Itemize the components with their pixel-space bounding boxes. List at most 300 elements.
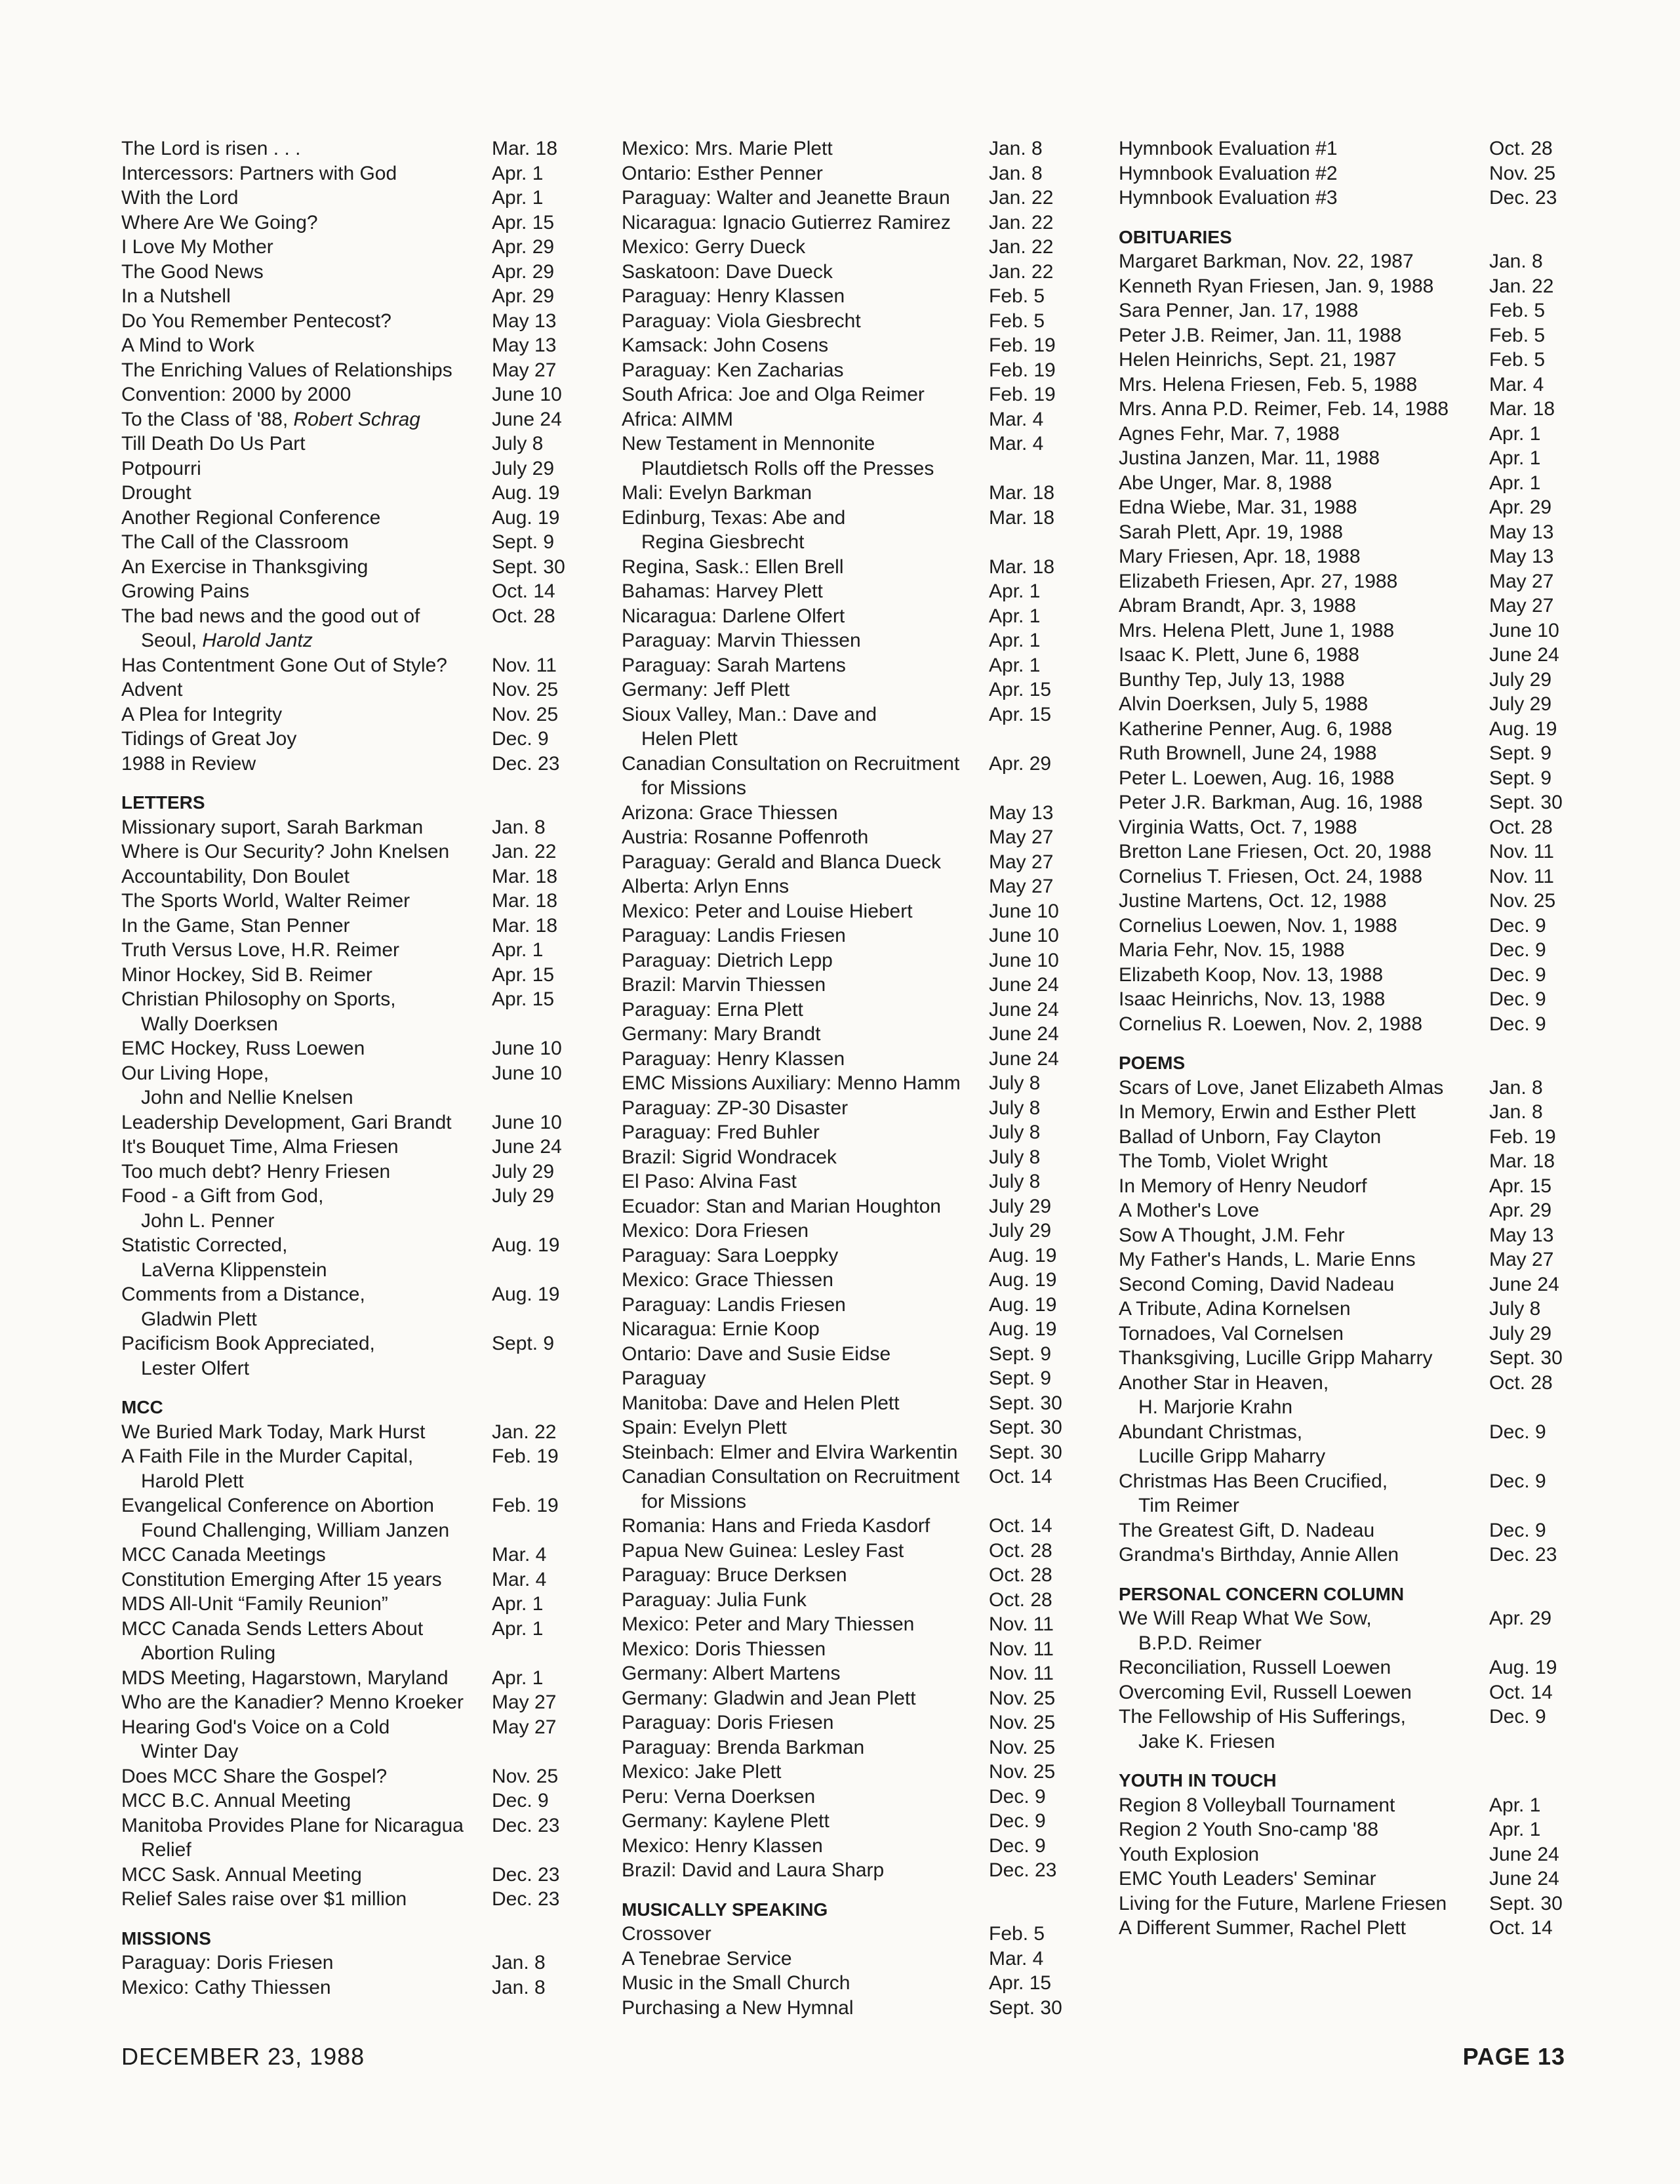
index-entry bbox=[622, 1735, 1074, 1760]
index-entry bbox=[121, 309, 574, 334]
index-column-3 bbox=[1119, 136, 1571, 1941]
entry-author: Robert Schrag bbox=[288, 408, 420, 430]
entry-title-text: MDS All-Unit “Family Reunion” bbox=[121, 1593, 388, 1615]
entry-issue-date: Apr. 15 bbox=[1489, 1175, 1552, 1197]
entry-title-text: Papua New Guinea: Lesley Fast bbox=[622, 1539, 904, 1562]
entry-issue-date: Jan. 8 bbox=[1489, 251, 1543, 272]
entry-title bbox=[1119, 1174, 1496, 1199]
entry-title-text: Advent bbox=[121, 679, 183, 700]
entry-issue-date: Feb. 5 bbox=[989, 310, 1045, 332]
index-entry bbox=[1119, 1223, 1571, 1248]
index-entry bbox=[1119, 1793, 1571, 1818]
entry-title-text: In Memory, Erwin and Esther Plett bbox=[1119, 1101, 1416, 1123]
entry-title bbox=[121, 579, 495, 604]
entry-issue-date: Feb. 19 bbox=[1489, 1125, 1556, 1148]
index-entry bbox=[622, 1686, 1074, 1711]
entry-issue-date: Oct. 28 bbox=[1489, 1371, 1553, 1394]
entry-issue-date: Nov. 25 bbox=[989, 1761, 1056, 1783]
entry-title-text: Paraguay: Sarah Martens bbox=[622, 654, 846, 676]
entry-issue-date: Oct. 28 bbox=[989, 1539, 1052, 1562]
index-entry bbox=[1119, 569, 1571, 594]
index-entry bbox=[121, 579, 574, 604]
entry-issue-date: Dec. 9 bbox=[1489, 1421, 1546, 1443]
entry-issue-date: Mar. 18 bbox=[492, 890, 558, 912]
index-entry bbox=[121, 407, 574, 432]
entry-issue-date: Dec. 9 bbox=[989, 1834, 1046, 1857]
entry-title bbox=[1119, 1371, 1496, 1420]
entry-title bbox=[121, 702, 495, 727]
entry-title bbox=[1119, 1247, 1496, 1272]
entry-title bbox=[121, 456, 495, 481]
entry-title-text: New Testament in Mennonite bbox=[622, 433, 875, 455]
entry-title bbox=[1119, 618, 1496, 643]
entry-title-text: EMC Youth Leaders' Seminar bbox=[1119, 1868, 1376, 1890]
entry-title-text: Manitoba Provides Plane for Nicaragua bbox=[121, 1814, 464, 1836]
index-entry bbox=[121, 677, 574, 702]
entry-issue-date: Apr. 15 bbox=[492, 211, 555, 233]
entry-issue-date: Feb. 5 bbox=[1489, 300, 1546, 321]
entry-title-text: Mexico: Henry Klassen bbox=[622, 1834, 823, 1857]
index-entry bbox=[622, 432, 1074, 481]
entry-title-text: Elizabeth Friesen, Apr. 27, 1988 bbox=[1119, 570, 1398, 592]
entry-title bbox=[121, 1567, 495, 1592]
entry-title-text: Germany: Mary Brandt bbox=[622, 1023, 821, 1045]
entry-issue-date: May 13 bbox=[989, 801, 1054, 824]
entry-title bbox=[622, 1947, 995, 1972]
index-entry bbox=[121, 727, 574, 752]
entry-issue-date: Mar. 18 bbox=[989, 482, 1055, 504]
entry-title-text: Saskatoon: Dave Dueck bbox=[622, 260, 833, 283]
index-entry bbox=[121, 914, 574, 939]
index-entry bbox=[121, 432, 574, 456]
entry-title bbox=[622, 1971, 995, 1996]
index-entry bbox=[121, 506, 574, 531]
entry-title-text: Mexico: Jake Plett bbox=[622, 1761, 782, 1783]
index-entry bbox=[622, 1465, 1074, 1514]
entry-title-text: Tidings of Great Joy bbox=[121, 728, 297, 750]
index-entry bbox=[1119, 1420, 1571, 1469]
index-entry bbox=[622, 1760, 1074, 1785]
index-entry bbox=[121, 1789, 574, 1813]
entry-issue-date: June 24 bbox=[492, 408, 562, 430]
index-entry bbox=[121, 1617, 574, 1666]
entry-title-text: Mexico: Dora Friesen bbox=[622, 1220, 809, 1242]
entry-title bbox=[121, 1061, 495, 1110]
entry-title-text: Sarah Plett, Apr. 19, 1988 bbox=[1119, 521, 1343, 543]
index-entry bbox=[1119, 1076, 1571, 1101]
entry-title-text: The Call of the Classroom bbox=[121, 531, 349, 553]
entry-title-text: Cornelius Loewen, Nov. 1, 1988 bbox=[1119, 914, 1397, 937]
entry-title bbox=[1119, 692, 1496, 717]
entry-issue-date: May 27 bbox=[492, 1716, 557, 1738]
entry-title-text: Abram Brandt, Apr. 3, 1988 bbox=[1119, 595, 1356, 617]
entry-issue-date: Feb. 5 bbox=[1489, 349, 1546, 371]
index-entry bbox=[121, 1887, 574, 1912]
entry-title-text: Overcoming Evil, Russell Loewen bbox=[1119, 1681, 1412, 1703]
entry-title bbox=[622, 1071, 995, 1096]
entry-title bbox=[622, 1317, 995, 1342]
entry-title bbox=[622, 1342, 995, 1367]
entry-title-continuation: Lucille Gripp Maharry bbox=[1138, 1446, 1326, 1467]
index-entry bbox=[121, 1493, 574, 1543]
entry-issue-date: July 8 bbox=[989, 1122, 1041, 1143]
entry-title-continuation: Jake K. Friesen bbox=[1138, 1730, 1275, 1752]
entry-issue-date: Sept. 30 bbox=[1489, 1892, 1563, 1914]
entry-title-text: Peter J.B. Reimer, Jan. 11, 1988 bbox=[1119, 324, 1402, 346]
entry-issue-date: Nov. 11 bbox=[492, 654, 557, 676]
entry-issue-date: Nov. 25 bbox=[492, 679, 559, 700]
entry-title bbox=[622, 506, 995, 555]
entry-title-text: Sioux Valley, Man.: Dave and bbox=[622, 703, 877, 725]
entry-issue-date: Sept. 30 bbox=[492, 556, 565, 578]
entry-title-text: Reconciliation, Russell Loewen bbox=[1119, 1657, 1391, 1678]
index-entry bbox=[121, 1444, 574, 1493]
index-column-1 bbox=[121, 136, 574, 2000]
entry-title bbox=[622, 1120, 995, 1145]
entry-title-text: Youth Explosion bbox=[1119, 1843, 1260, 1865]
entry-title bbox=[1119, 914, 1496, 939]
entry-title bbox=[121, 136, 495, 161]
entry-title bbox=[1119, 987, 1496, 1012]
entry-title bbox=[1119, 471, 1496, 496]
entry-title-text: Does MCC Share the Gospel? bbox=[121, 1765, 388, 1787]
entry-title-text: Hymnbook Evaluation #2 bbox=[1119, 162, 1338, 184]
entry-issue-date: Jan. 22 bbox=[989, 260, 1054, 283]
entry-title bbox=[1119, 1817, 1496, 1842]
entry-title-continuation: Seoul, Harold Jantz bbox=[141, 630, 313, 651]
index-entry bbox=[622, 1922, 1074, 1947]
entry-title-text: The Lord is risen . . . bbox=[121, 138, 301, 159]
index-entry bbox=[121, 702, 574, 727]
index-entry bbox=[1119, 373, 1571, 397]
entry-title bbox=[121, 914, 495, 939]
entry-title bbox=[622, 1834, 995, 1859]
index-entry bbox=[622, 1342, 1074, 1367]
index-entry bbox=[622, 874, 1074, 899]
entry-title bbox=[622, 1293, 995, 1318]
entry-title-text: The Tomb, Violet Wright bbox=[1119, 1150, 1328, 1172]
index-entry bbox=[121, 752, 574, 777]
entry-issue-date: July 8 bbox=[989, 1171, 1041, 1192]
entry-title bbox=[121, 752, 495, 777]
entry-issue-date: Dec. 9 bbox=[1489, 914, 1546, 937]
entry-title-text: Bahamas: Harvey Plett bbox=[622, 580, 823, 602]
entry-issue-date: Jan. 8 bbox=[492, 1976, 546, 1998]
entry-issue-date: July 29 bbox=[989, 1220, 1052, 1242]
entry-title bbox=[121, 963, 495, 988]
index-entry bbox=[121, 235, 574, 260]
index-entry bbox=[1119, 397, 1571, 422]
entry-issue-date: Apr. 29 bbox=[492, 236, 555, 258]
entry-title-text: Paraguay: Erna Plett bbox=[622, 998, 803, 1021]
entry-issue-date: Apr. 29 bbox=[989, 752, 1052, 775]
entry-title bbox=[121, 1420, 495, 1445]
entry-title bbox=[1119, 1346, 1496, 1371]
index-entry bbox=[1119, 1149, 1571, 1174]
entry-issue-date: Sept. 30 bbox=[1489, 1347, 1563, 1369]
entry-title-text: Paraguay: Doris Friesen bbox=[121, 1952, 334, 1973]
entry-issue-date: Nov. 25 bbox=[492, 1765, 559, 1787]
entry-issue-date: May 27 bbox=[492, 359, 557, 381]
entry-title-text: El Paso: Alvina Fast bbox=[622, 1171, 797, 1192]
index-entry bbox=[121, 1666, 574, 1691]
index-entry bbox=[121, 1110, 574, 1135]
entry-title bbox=[121, 677, 495, 702]
section-heading: MISSIONS bbox=[121, 1928, 211, 1949]
entry-issue-date: Mar. 18 bbox=[492, 914, 558, 937]
entry-issue-date: Dec. 9 bbox=[492, 1790, 549, 1811]
entry-title-text: Ontario: Esther Penner bbox=[622, 162, 823, 184]
entry-issue-date: Jan. 8 bbox=[492, 1952, 546, 1973]
entry-title-text: The Enriching Values of Relationships bbox=[121, 359, 452, 381]
entry-title bbox=[1119, 1125, 1496, 1150]
entry-title-text: The Sports World, Walter Reimer bbox=[121, 890, 410, 912]
section-heading: PERSONAL CONCERN COLUMN bbox=[1119, 1583, 1405, 1604]
index-entry bbox=[622, 211, 1074, 235]
section-heading: MCC bbox=[121, 1397, 163, 1417]
entry-issue-date: Jan. 22 bbox=[989, 236, 1054, 258]
entry-title-text: Too much debt? Henry Friesen bbox=[121, 1160, 391, 1183]
entry-issue-date: Apr. 1 bbox=[1489, 1794, 1541, 1816]
entry-title-text: Edinburg, Texas: Abe and bbox=[622, 506, 846, 529]
entry-issue-date: Dec. 9 bbox=[1489, 1519, 1546, 1541]
entry-title bbox=[121, 1282, 495, 1331]
index-entry bbox=[1119, 1272, 1571, 1297]
entry-title-text: Austria: Rosanne Poffenroth bbox=[622, 826, 869, 848]
entry-title bbox=[1119, 643, 1496, 668]
entry-title-text: MDS Meeting, Hagarstown, Maryland bbox=[121, 1667, 449, 1689]
entry-title-text: Romania: Hans and Frieda Kasdorf bbox=[622, 1515, 930, 1537]
entry-title bbox=[622, 1145, 995, 1170]
entry-title-text: Comments from a Distance, bbox=[121, 1284, 365, 1305]
index-entry bbox=[121, 1715, 574, 1764]
entry-title bbox=[1119, 186, 1496, 211]
entry-issue-date: July 8 bbox=[989, 1072, 1041, 1094]
entry-issue-date: Mar. 18 bbox=[1489, 1150, 1555, 1172]
entry-title-continuation: John and Nellie Knelsen bbox=[141, 1087, 353, 1108]
entry-issue-date: Jan. 8 bbox=[989, 138, 1043, 159]
entry-title bbox=[1119, 1867, 1496, 1891]
entry-title bbox=[1119, 1149, 1496, 1174]
index-entry bbox=[1119, 766, 1571, 791]
entry-title-text: Paraguay: ZP-30 Disaster bbox=[622, 1097, 849, 1119]
entry-title bbox=[121, 1135, 495, 1160]
entry-title-text: Ontario: Dave and Susie Eidse bbox=[622, 1343, 891, 1365]
entry-title-text: We Buried Mark Today, Mark Hurst bbox=[121, 1421, 426, 1443]
entry-issue-date: Oct. 14 bbox=[492, 580, 555, 602]
index-entry bbox=[1119, 914, 1571, 939]
page-number: PAGE 13 bbox=[1462, 2043, 1565, 2070]
entry-title bbox=[622, 677, 995, 702]
entry-title bbox=[1119, 544, 1496, 569]
index-entry bbox=[622, 677, 1074, 702]
index-entry bbox=[622, 1047, 1074, 1072]
entry-title bbox=[121, 1592, 495, 1617]
entry-title bbox=[1119, 397, 1496, 422]
entry-title bbox=[1119, 668, 1496, 693]
entry-issue-date: Oct. 28 bbox=[989, 1588, 1052, 1611]
entry-title-text: Grandma's Birthday, Annie Allen bbox=[1119, 1544, 1399, 1566]
entry-title-text: Do You Remember Pentecost? bbox=[121, 310, 391, 332]
entry-title-text: Mali: Evelyn Barkman bbox=[622, 482, 812, 504]
index-entry bbox=[622, 1244, 1074, 1268]
entry-title-text: Leadership Development, Gari Brandt bbox=[121, 1111, 452, 1133]
entry-title bbox=[1119, 1518, 1496, 1543]
entry-title-text: Paraguay: Henry Klassen bbox=[622, 285, 845, 307]
index-entry bbox=[121, 333, 574, 358]
entry-title-text: The Good News bbox=[121, 260, 264, 283]
entry-title bbox=[1119, 1793, 1496, 1818]
entry-title-text: Living for the Future, Marlene Friesen bbox=[1119, 1892, 1447, 1914]
entry-issue-date: Apr. 1 bbox=[492, 1667, 544, 1689]
index-entry bbox=[121, 1813, 574, 1863]
entry-issue-date: June 24 bbox=[1489, 1868, 1559, 1890]
index-entry bbox=[622, 555, 1074, 580]
index-entry bbox=[622, 1293, 1074, 1318]
entry-issue-date: Sept. 9 bbox=[989, 1343, 1052, 1365]
entry-title-text: A Tribute, Adina Kornelsen bbox=[1119, 1298, 1351, 1320]
entry-issue-date: Jan. 8 bbox=[492, 816, 546, 838]
index-entry bbox=[121, 1282, 574, 1331]
index-entry bbox=[622, 653, 1074, 678]
entry-issue-date: Mar. 4 bbox=[989, 408, 1044, 430]
entry-title-text: A Faith File in the Murder Capital, bbox=[121, 1446, 414, 1467]
entry-issue-date: Apr. 15 bbox=[492, 963, 555, 986]
index-entry bbox=[1119, 889, 1571, 914]
entry-title-text: Brazil: Marvin Thiessen bbox=[622, 974, 826, 996]
index-entry bbox=[1119, 298, 1571, 323]
entry-issue-date: Apr. 15 bbox=[989, 679, 1052, 700]
entry-title bbox=[1119, 1543, 1496, 1567]
entry-title-text: Maria Fehr, Nov. 15, 1988 bbox=[1119, 939, 1345, 961]
entry-title-text: MCC Canada Sends Letters About bbox=[121, 1617, 424, 1640]
index-entry bbox=[121, 1975, 574, 2000]
entry-title-text: Brazil: Sigrid Wondracek bbox=[622, 1146, 837, 1168]
entry-issue-date: Feb. 19 bbox=[989, 334, 1056, 356]
entry-title bbox=[121, 1160, 495, 1184]
entry-title-text: Germany: Kaylene Plett bbox=[622, 1810, 830, 1832]
index-entry bbox=[622, 333, 1074, 358]
entry-title-text: Purchasing a New Hymnal bbox=[622, 1996, 854, 2019]
entry-title-text: Mrs. Helena Plett, June 1, 1988 bbox=[1119, 619, 1395, 641]
index-entry bbox=[622, 186, 1074, 211]
entry-issue-date: Dec. 9 bbox=[1489, 1706, 1546, 1728]
entry-title bbox=[1119, 1469, 1496, 1518]
entry-issue-date: Aug. 19 bbox=[1489, 718, 1557, 740]
entry-title bbox=[1119, 815, 1496, 840]
section-heading: POEMS bbox=[1119, 1053, 1186, 1073]
entry-issue-date: Dec. 23 bbox=[1489, 187, 1557, 209]
index-entry bbox=[622, 1415, 1074, 1440]
entry-issue-date: Apr. 29 bbox=[492, 260, 555, 283]
index-entry bbox=[622, 235, 1074, 260]
entry-issue-date: Oct. 28 bbox=[989, 1564, 1052, 1586]
entry-issue-date: Feb. 19 bbox=[492, 1495, 559, 1516]
entry-issue-date: Dec. 9 bbox=[1489, 1470, 1546, 1492]
index-entry bbox=[121, 839, 574, 864]
entry-issue-date: Sept. 9 bbox=[492, 531, 555, 553]
entry-title-text: Brazil: David and Laura Sharp bbox=[622, 1859, 885, 1881]
entry-title-continuation: Regina Giesbrecht bbox=[641, 531, 805, 553]
entry-title bbox=[121, 987, 495, 1036]
index-entry bbox=[1119, 1322, 1571, 1346]
entry-title-text: Scars of Love, Janet Elizabeth Almas bbox=[1119, 1076, 1444, 1099]
entry-issue-date: Feb. 19 bbox=[989, 359, 1056, 381]
entry-title-text: Mexico: Peter and Mary Thiessen bbox=[622, 1613, 915, 1635]
entry-title bbox=[622, 1996, 995, 2021]
entry-issue-date: Mar. 4 bbox=[989, 433, 1044, 455]
entry-title bbox=[622, 136, 995, 161]
entry-title bbox=[1119, 348, 1496, 373]
entry-title bbox=[121, 1110, 495, 1135]
entry-title bbox=[121, 284, 495, 309]
entry-title bbox=[121, 1543, 495, 1567]
entry-title-text: Peru: Verna Doerksen bbox=[622, 1785, 816, 1808]
entry-title-text: A Mind to Work bbox=[121, 334, 254, 356]
entry-issue-date: June 24 bbox=[1489, 1843, 1559, 1865]
index-entry bbox=[622, 752, 1074, 801]
entry-title-continuation: Plautdietsch Rolls off the Presses bbox=[641, 457, 934, 479]
entry-issue-date: Jan. 8 bbox=[1489, 1101, 1543, 1123]
index-entry bbox=[121, 260, 574, 285]
entry-title-text: Bretton Lane Friesen, Oct. 20, 1988 bbox=[1119, 841, 1431, 862]
entry-title-text: Sow A Thought, J.M. Fehr bbox=[1119, 1224, 1345, 1246]
entry-issue-date: Feb. 5 bbox=[1489, 324, 1546, 346]
index-entry bbox=[121, 963, 574, 988]
entry-title bbox=[622, 1588, 995, 1613]
entry-title bbox=[121, 1690, 495, 1715]
entry-title bbox=[121, 1887, 495, 1912]
index-entry bbox=[1119, 1891, 1571, 1916]
entry-title bbox=[1119, 963, 1496, 988]
index-entry bbox=[1119, 938, 1571, 963]
entry-title-text: In a Nutshell bbox=[121, 285, 231, 307]
index-entry bbox=[622, 382, 1074, 407]
index-entry bbox=[121, 938, 574, 963]
entry-issue-date: Dec. 9 bbox=[1489, 939, 1546, 961]
entry-title bbox=[622, 333, 995, 358]
entry-title bbox=[1119, 1272, 1496, 1297]
entry-issue-date: Apr. 29 bbox=[1489, 496, 1552, 518]
entry-issue-date: Nov. 25 bbox=[492, 703, 559, 725]
entry-title-text: Another Regional Conference bbox=[121, 506, 381, 529]
index-entry bbox=[121, 456, 574, 481]
index-entry bbox=[1119, 864, 1571, 889]
entry-title bbox=[622, 555, 995, 580]
entry-title bbox=[121, 309, 495, 334]
index-entry bbox=[622, 1268, 1074, 1293]
entry-issue-date: July 8 bbox=[1489, 1298, 1541, 1320]
entry-title bbox=[121, 382, 495, 407]
entry-issue-date: Feb. 5 bbox=[989, 1923, 1045, 1945]
entry-issue-date: July 29 bbox=[1489, 1322, 1552, 1345]
entry-title bbox=[622, 1514, 995, 1539]
entry-issue-date: Nov. 25 bbox=[989, 1687, 1056, 1709]
entry-title-text: Truth Versus Love, H.R. Reimer bbox=[121, 939, 400, 961]
entry-title bbox=[1119, 520, 1496, 545]
entry-title-text: 1988 in Review bbox=[121, 752, 256, 775]
index-entry bbox=[622, 604, 1074, 629]
index-entry bbox=[622, 1539, 1074, 1564]
entry-title-text: A Different Summer, Rachel Plett bbox=[1119, 1917, 1406, 1939]
entry-title bbox=[622, 998, 995, 1022]
entry-title bbox=[1119, 1705, 1496, 1754]
index-entry bbox=[121, 1690, 574, 1715]
entry-issue-date: Jan. 22 bbox=[1489, 275, 1554, 297]
entry-title bbox=[1119, 717, 1496, 742]
entry-issue-date: June 24 bbox=[1489, 1273, 1559, 1295]
entry-title-text: Second Coming, David Nadeau bbox=[1119, 1273, 1395, 1295]
